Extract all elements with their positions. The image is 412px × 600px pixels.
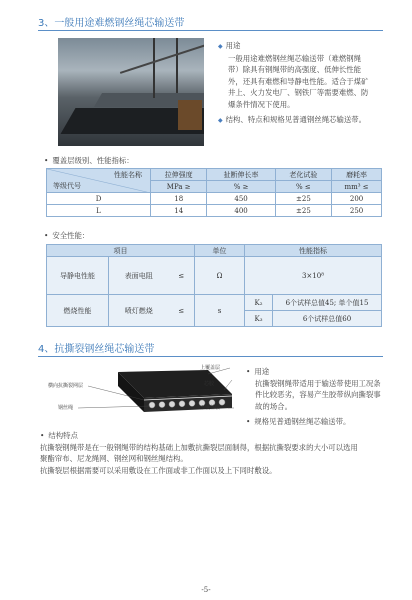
flame-code: K₂ [245,295,273,311]
safety-item-op: ≤ [169,295,195,327]
feature-line: 聚酯帘布、尼龙绳网、钢丝网和钢丝绳结构。 [40,454,188,464]
label-core: 芯胶 [204,381,215,387]
value-cell: 450 [207,193,275,205]
section3-usage-line: 外，还具有难燃和导静电性能。适合于煤矿 [228,76,369,86]
col-unit: MPa ≥ [151,181,207,193]
grade-cell: L [47,205,151,217]
section4-spec-line: • 规格见普通钢丝绳芯输送带。 [246,416,396,428]
col-header: 磨耗率 [332,169,382,181]
value-cell: 250 [332,205,382,217]
section4-usage-line: 抗撕裂钢绳带适用于输送带使用工况条 [255,378,381,388]
value-cell: 200 [332,193,382,205]
perf-label: 性能名称 [114,171,142,179]
label-upper-cover: 上覆盖层 [200,365,221,371]
col-header: 拉伸强度 [151,169,207,181]
flame-code: K₃ [245,311,273,327]
flame-value: 6个试样总值60 [273,311,382,327]
section3-usage-line: 井上、火力发电厂、钢铁厂等需要难燃、防 [228,88,369,98]
safety-table [46,244,382,327]
label-steel-rope: 钢丝绳 [58,405,74,411]
col-header: 老化试验 [275,169,331,181]
section4-usage-line: 故的场合。 [255,401,292,411]
section4-usage-line: 件比较恶劣，容易产生胶带纵向撕裂事 [255,390,381,400]
safety-header-unit: 单位 [195,245,245,257]
value-cell: 400 [207,205,275,217]
section4-rule [38,356,383,357]
value-cell: 18 [151,193,207,205]
label-lower-cover: 下覆盖层 [200,405,221,411]
section3-rule [38,30,383,31]
section4-title: 4、抗撕裂钢丝绳芯输送带 [38,344,155,355]
table-row [47,295,382,311]
section3-usage-text [218,53,388,111]
col-header: 扯断伸长率 [207,169,275,181]
label-tear-net: 横向抗撕裂网层 [48,383,84,389]
safety-heading: • 安全性能： [44,230,89,242]
table-row [47,205,382,217]
grade-label: 等级代号 [53,182,81,190]
feature-line: 抗撕裂层根据需要可以采用敷设在工作面或非工作面以及上下同时敷设。 [40,465,277,475]
belt-structure-diagram [48,364,238,428]
safety-item-name: 燃烧性能 [47,295,109,327]
col-unit: % ≤ [275,181,331,193]
belt-cross-section [48,364,238,428]
section3-structure-line: ◆ 结构、特点和规格见普通钢丝绳芯输送带。 [218,114,388,127]
section4-features [40,430,390,476]
col-unit: mm³ ≤ [332,181,382,193]
feature-heading: • 结构特点 [40,430,390,442]
feature-line: 抗撕裂钢绳带是在一般钢绳带的结构基础上加敷抗撕裂层面制得，根据抗撕裂要求的大小可以选用 [40,442,358,452]
page-number: -5- [201,586,211,594]
safety-item-sub: 喷灯燃烧 [109,295,169,327]
safety-header-value: 性能指标 [245,245,382,257]
safety-item-sub: 表面电阻 [109,257,169,295]
safety-header-item: 项目 [47,245,195,257]
cover-heading: • 覆盖层级别、性能指标： [44,155,134,167]
safety-unit: s [195,295,245,327]
table-row [47,257,382,295]
col-unit: % ≥ [207,181,275,193]
value-cell: 14 [151,205,207,217]
safety-item-name: 导静电性能 [47,257,109,295]
section3-usage [218,40,388,126]
value-cell: ±25 [275,193,331,205]
section3-usage-line: 爆条件情况下使用。 [228,99,295,109]
section3-usage-line: 带）除具有钢绳带的高强度、低伸长性能 [228,65,362,75]
safety-unit: Ω [195,257,245,295]
table-row [47,193,382,205]
section3-title: 3、一般用途难燃钢丝绳芯输送带 [38,18,185,29]
safety-value: 3×10⁸ [245,257,382,295]
safety-item-op: ≤ [169,257,195,295]
cover-grade-table [46,168,382,217]
section4-usage [246,366,396,428]
section3-usage-heading: ◆ 用途 [218,40,388,53]
grade-cell: D [47,193,151,205]
value-cell: ±25 [275,205,331,217]
section4-usage-text [246,378,396,413]
section4-usage-heading: • 用途 [246,366,396,378]
flame-value: 6个试样总值45; 单个值15 [273,295,382,311]
conveyor-belt-photo [58,38,204,146]
table-diagonal-header [47,169,151,193]
section3-usage-line: 一般用途难燃钢丝绳芯输送带（难燃钢绳 [228,53,362,63]
